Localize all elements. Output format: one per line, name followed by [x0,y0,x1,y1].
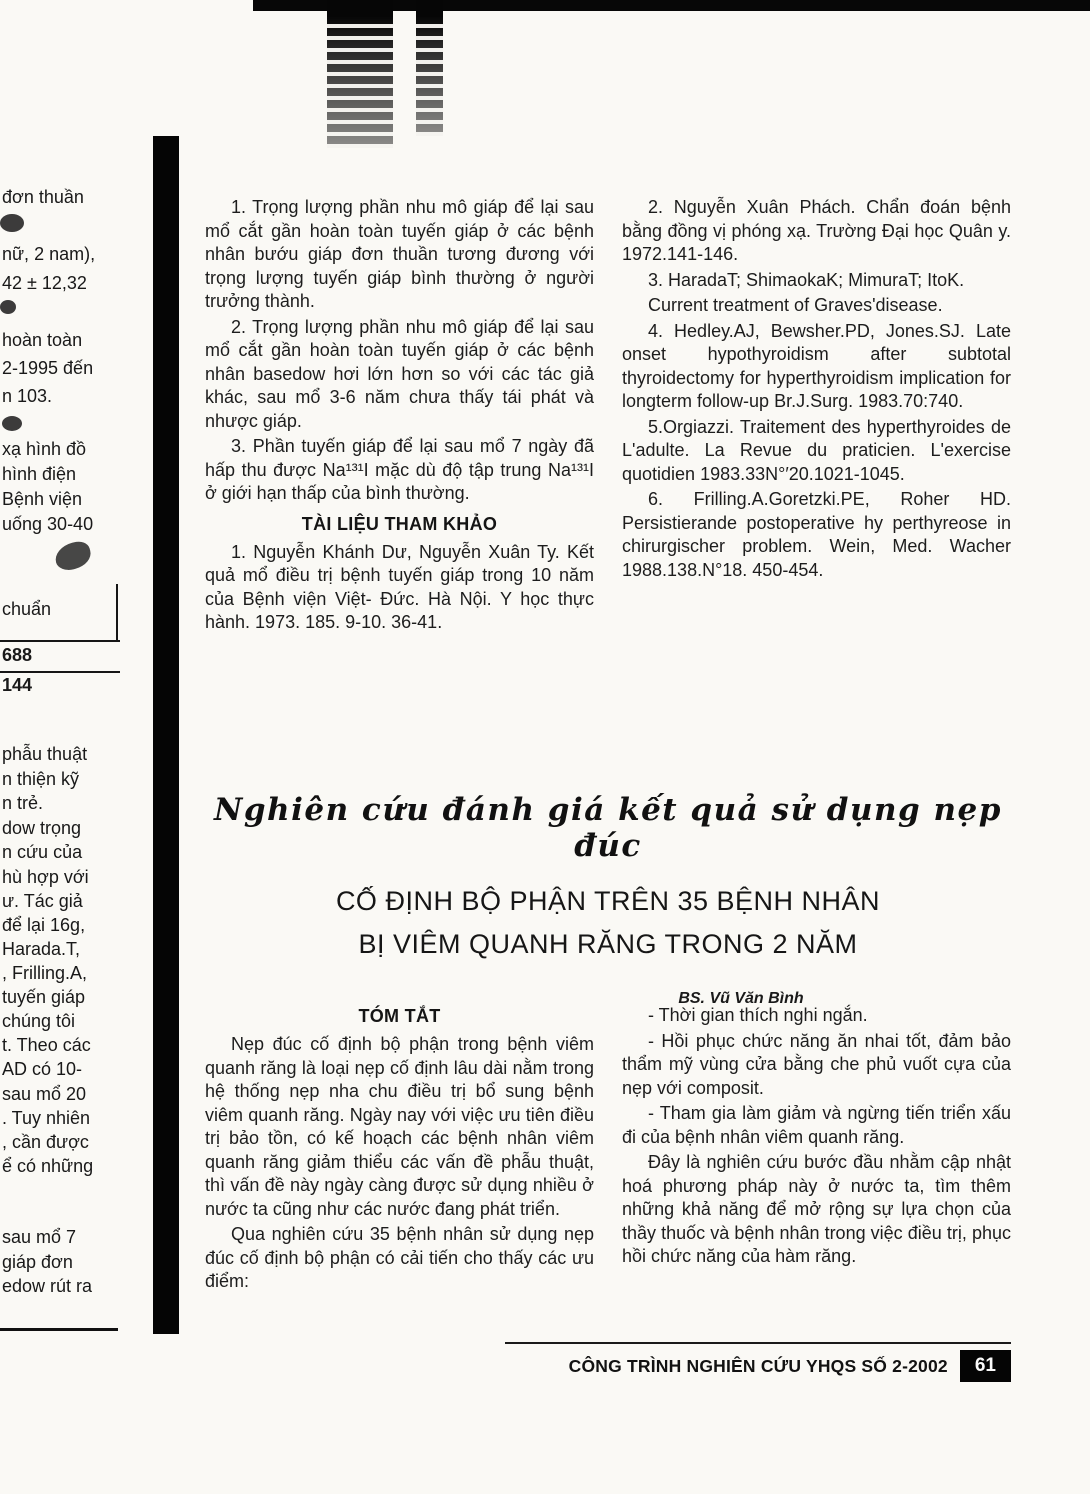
table-fragment-line [116,584,118,642]
reference-item: 3. HaradaT; ShimaokaK; MimuraT; ItoK. [648,269,965,290]
margin-fragment: uống 30-40 [2,514,94,534]
abstract-section [205,1004,1011,1296]
margin-fragment: xạ hình đồ [2,439,87,459]
margin-fragment: n 103. [2,386,53,406]
margin-fragment: . Tuy nhiên [2,1108,91,1128]
abstract-bullet: - Thời gian thích nghi ngắn. [648,1005,868,1025]
footer-rule [505,1342,1011,1344]
author-byline: BS. Vũ Văn Bình [678,990,804,1007]
article-title-line-1: CỐ ĐỊNH BỘ PHẬN TRÊN 35 BỆNH NHÂN [335,886,881,916]
table-fragment-line [0,671,120,673]
margin-fragment: 144 [2,675,33,695]
references-section [205,196,1011,637]
left-column [205,196,594,637]
page-footer [205,1350,1011,1382]
reference-item: 1. Nguyễn Khánh Dư, Nguyễn Xuân Ty. Kết quả mổ điều trị bệnh tuyến giáp trong 10 năm của Bệnh viện Việt- Đức. Hà Nội. Y học thực hành. 1973. 185. 9-10. 36-41. [205,541,594,632]
margin-fragment: hù hợp với [2,867,89,887]
references-heading: TÀI LIỆU THAM KHẢO [301,513,498,534]
reference-item: Current treatment of Graves'disease. [648,295,943,315]
binding-mark-icon [416,0,443,136]
margin-fragment: , Frilling.A, [2,963,88,983]
margin-fragment: hoàn toàn [2,330,83,350]
article-title [205,880,1011,966]
margin-fragment: 2-1995 đến [2,358,94,378]
reference-item: 5.Orgiazzi. Traitement des hyperthyroides de L'adulte. La Revue du praticien. L'exercise quotidien 1983.33N°′20.1021-1045. [622,416,1011,484]
ink-smudge [52,539,94,573]
margin-fragment: sau mổ 7 [2,1227,77,1247]
conclusion-item: 1. Trọng lượng phần nhu mô giáp để lại sau mổ cắt gần hoàn toàn tuyến giáp ở các bệnh nhân bướu giáp đơn thuần tương đương với trọng lượng tuyến giáp bình thường ở người trưởng thành. [205,197,594,311]
margin-fragment: edow rút ra [2,1276,93,1296]
conclusion-item: 3. Phần tuyến giáp để lại sau mổ 7 ngày đã hấp thu được Na¹³¹I mặc dù độ tập trung Na¹³¹I ở giới hạn thấp của bình thường. [205,436,594,503]
margin-fragment: chuẩn [2,599,52,619]
article-title-line-2: BỊ VIÊM QUANH RĂNG TRONG 2 NĂM [358,929,858,959]
margin-rule [0,1328,118,1331]
ink-smudge [2,416,22,431]
margin-fragment: 42 ± 12,32 [2,273,87,293]
margin-fragment: n thiện kỹ [2,769,80,789]
reference-item: 4. Hedley.AJ, Bewsher.PD, Jones.SJ. Late onset hypothyroidism after subtotal thyroidectomy for hyperthyroidism implication for longterm follow-up Br.J.Surg. 1983.70:740. [622,320,1011,411]
margin-fragment: Bệnh viện [2,489,83,509]
margin-fragment: sau mổ 20 [2,1084,87,1104]
margin-fragment: , cần được [2,1132,89,1152]
right-column [622,1004,1011,1296]
table-fragment-line [0,640,120,642]
margin-fragment: phẫu thuật [2,744,88,764]
left-column [205,1004,594,1296]
reference-item: 2. Nguyễn Xuân Phách. Chẩn đoán bệnh bằng đồng vị phóng xạ. Trường Đại học Quân y. 1972.141-146. [622,197,1011,264]
left-margin-fragments [0,0,150,1494]
margin-fragment: ư. Tác giả [2,891,83,911]
margin-fragment: chúng tôi [2,1011,76,1031]
article-header [205,792,1011,1008]
margin-fragment: tuyến giáp [2,987,86,1007]
ink-smudge [0,300,16,314]
margin-fragment: hình điện [2,464,77,484]
abstract-paragraph: Đây là nghiên cứu bước đầu nhằm cập nhật hoá phương pháp này ở nước ta, tìm thêm những khả năng để mở rộng sự lựa chọn của thầy thuốc và bệnh nhân trong việc điều trị, phục hồi chức năng của hàm răng. [622,1152,1011,1266]
right-column [622,196,1011,637]
margin-fragment: AD có 10- [2,1059,83,1079]
reference-item: 6. Frilling.A.Goretzki.PE, Roher HD. Persistierande postoperative hy perthyreose in chirurgischer problem. Wein, Med. Wacher 1988.138.N°18. 450-454. [622,489,1011,580]
article-series-title: Nghiên cứu đánh giá kết quả sử dụng nẹp đúc [214,792,1002,864]
margin-fragment: n cứu của [2,842,83,862]
abstract-paragraph: Qua nghiên cứu 35 bệnh nhân sử dụng nẹp đúc cố định bộ phận có cải tiến cho thấy các ưu điểm: [205,1224,594,1291]
margin-fragment: 688 [2,645,33,665]
margin-fragment: t. Theo các [2,1035,91,1055]
conclusion-item: 2. Trọng lượng phần nhu mô giáp để lại sau mổ cắt gần hoàn toàn tuyến giáp ở các bệnh nhân basedow hơi lớn hơn so với các tác giả khác, sau mổ 3-6 năm chưa thấy tái phát và nhược giáp. [205,316,594,431]
margin-fragment: ể có những [2,1156,94,1176]
margin-fragment: nữ, 2 nam), [2,244,96,264]
abstract-paragraph: Nẹp đúc cố định bộ phận trong bệnh viêm quanh răng là loại nẹp cố định lâu dài nằm trong hệ thống nẹp nha chu điều trị bổ sung bệnh viêm quanh răng. Ngày nay với việc ưu tiên điều trị bảo tồn, có kế hoạch các bệnh nhân viêm quanh răng giảm thiểu các vấn đề phẫu thuật, thì vấn đề này ngày càng được sử dụng nhiều ở nước ta cũng như các nước đang phát triển. [205,1034,594,1219]
scan-gutter-bar [153,136,179,1334]
abstract-heading: TÓM TẮT [358,1006,441,1026]
ink-smudge [0,214,24,232]
binding-mark-icon [327,0,393,148]
margin-fragment: giáp đơn [2,1252,73,1272]
journal-title: CÔNG TRÌNH NGHIÊN CỨU YHQS SỐ 2-2002 [568,1355,948,1376]
abstract-bullet: - Tham gia làm giảm và ngừng tiến triển xấu đi của bệnh nhân viêm quanh răng. [622,1103,1011,1147]
abstract-bullet: - Hồi phục chức năng ăn nhai tốt, đảm bảo thẩm mỹ vùng cửa bằng che phủ vuốt cựa của nẹp với composit. [622,1030,1011,1098]
margin-fragment: để lại 16g, [2,915,86,935]
margin-fragment: Harada.T, [2,939,81,959]
margin-fragment: n trẻ. [2,793,44,813]
margin-fragment: đơn thuần [2,187,84,207]
page-number-badge: 61 [960,1350,1011,1382]
margin-fragment: dow trọng [2,818,82,838]
